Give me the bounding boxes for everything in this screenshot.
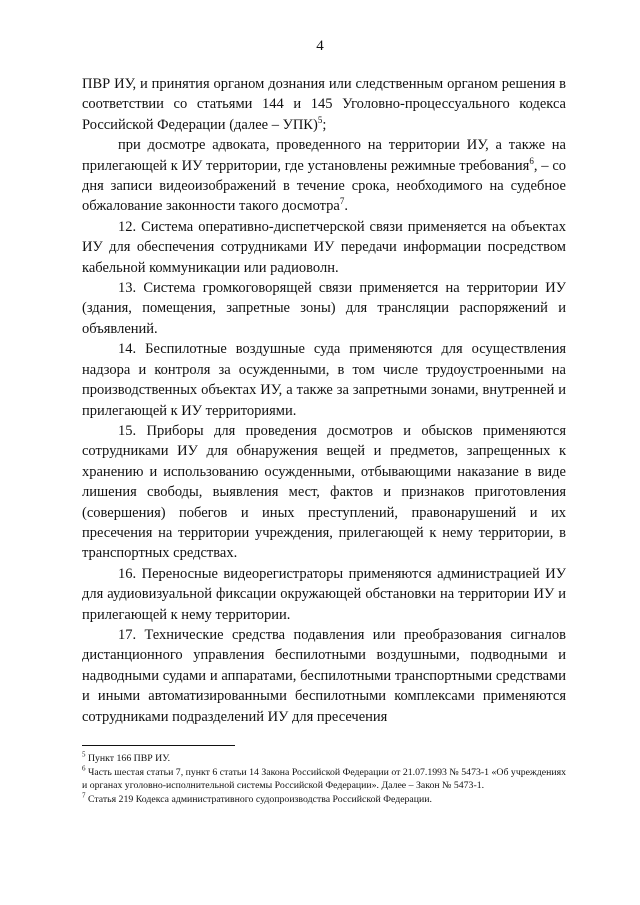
paragraph-text: 14. Беспилотные воздушные суда применяются для осуществления надзора и контроля за осужденными, в том числе трудоустроенными на производственных объектах ИУ, а также за запретными зонами, внутренней и прилегающей к ИУ территориями. [82, 341, 566, 419]
footnotes [82, 752, 566, 806]
footnote-ref-7: 7 [339, 196, 345, 207]
paragraph-text: 16. Переносные видеорегистраторы применяются администрацией ИУ для аудиовизуальной фиксации окружающей обстановки на территории ИУ и прилегающей к нему территории. [82, 565, 566, 623]
footnote-ref-5: 5 [317, 114, 323, 125]
footnote-number: 6 [82, 764, 86, 773]
paragraph-text: 12. Система оперативно-диспетчерской связи применяется на объектах ИУ для обеспечения сотрудниками ИУ передачи информации посредством кабельной коммуникации или радиоволн. [82, 218, 566, 276]
page-number: 4 [316, 38, 324, 54]
footnote-number: 7 [82, 791, 86, 800]
footnote-text: Статья 219 Кодекса административного судопроизводства Российской Федерации. [87, 793, 432, 805]
footnote-6 [82, 766, 566, 793]
paragraph-text: 15. Приборы для проведения досмотров и обысков применяются сотрудниками ИУ для обнаружения вещей и предметов, запрещенных к хранению и использованию осужденными, отбывающими наказание в виде лишения свободы, выявления мест, фактов и признаков приготовления (совершения) побегов и иных преступлений, правонарушений и их пресечения на территории учреждения, прилегающей к нему территории, в транспортных средствах. [82, 422, 566, 562]
paragraph-12 [82, 217, 566, 278]
footnote-7 [82, 793, 566, 807]
paragraph-15 [82, 421, 566, 564]
document-body [82, 74, 566, 727]
footnote-number: 5 [82, 750, 86, 759]
paragraph-13 [82, 278, 566, 339]
paragraph-text-continued: , – со дня записи видеоизображений в течение срока, необходимого на судебное обжалование законности такого досмотра [82, 157, 567, 215]
paragraph-17 [82, 625, 566, 727]
footnote-text: Часть шестая статьи 7, пункт 6 статьи 14 Закона Российской Федерации от 21.07.1993 № 5473-1 «Об учреждениях и органах уголовно-исполнительной системы Российской Федерации». Далее – Закон № 5473-1. [82, 766, 566, 792]
paragraph-16 [82, 564, 566, 625]
footnote-ref-6: 6 [529, 155, 534, 166]
paragraph-text: при досмотре адвоката, проведенного на территории ИУ, а также на прилегающей к ИУ территории, где установлены режимные требования [82, 137, 566, 174]
footnote-separator [82, 745, 235, 746]
paragraph-text-tail: . [344, 198, 348, 215]
footnote-5 [82, 752, 566, 766]
paragraph-text: 13. Система громкоговорящей связи применяется на территории ИУ (здания, помещения, запретные зоны) для трансляции распоряжений и объявлений. [82, 280, 566, 337]
paragraph-text-tail: ; [322, 116, 327, 133]
paragraph-text: ПВР ИУ, и принятия органом дознания или следственным органом решения в соответствии со статьями 144 и 145 Уголовно-процессуального кодекса Российской Федерации (далее – УПК) [82, 76, 566, 133]
paragraph-2 [82, 135, 566, 217]
paragraph-text: 17. Технические средства подавления или преобразования сигналов дистанционного управления беспилотными воздушными, подводными и надводными судами и аппаратами, беспилотными транспортными средствами и иными автоматизированными беспилотными комплексами применяются сотрудниками подразделений ИУ для пресечения [82, 626, 566, 725]
paragraph-1 [82, 74, 566, 135]
paragraph-14 [82, 339, 566, 421]
footnote-text: Пункт 166 ПВР ИУ. [87, 753, 171, 764]
